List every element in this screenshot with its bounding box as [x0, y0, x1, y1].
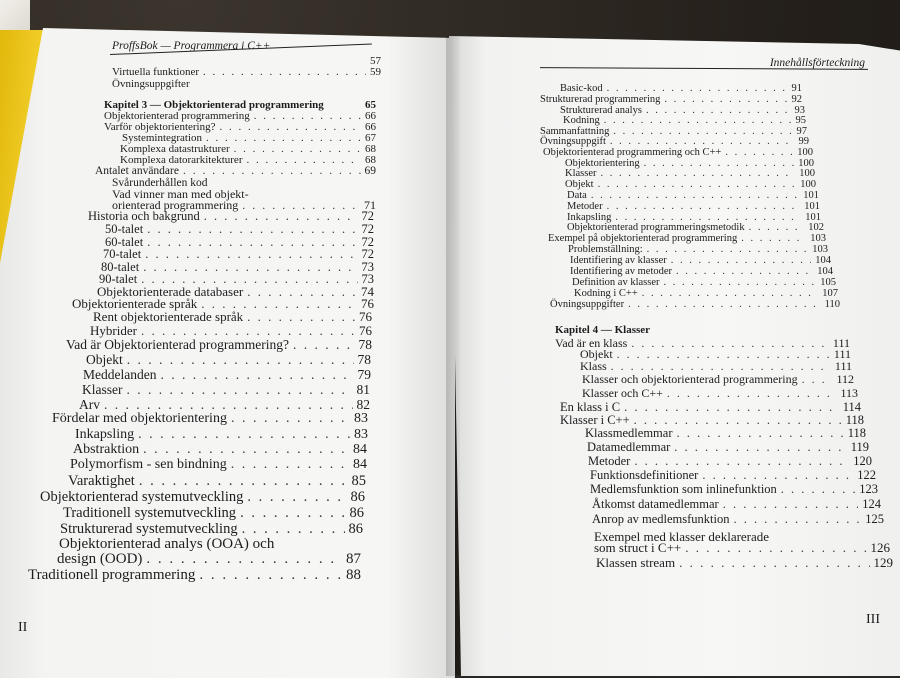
- toc-entry-title: 60-talet: [105, 234, 144, 249]
- toc-entry-title: Metoder: [567, 200, 603, 212]
- toc-entry-page: 59: [370, 66, 381, 78]
- toc-leader-dots: [127, 382, 353, 398]
- toc-entry-title: Klassen stream: [596, 555, 676, 570]
- toc-entry-title: Strukturerad systemutveckling: [60, 520, 238, 537]
- toc-leader-dots: [160, 367, 353, 383]
- toc-entry-title: Systemintegration: [122, 132, 203, 144]
- right-toc-entry: [570, 255, 831, 266]
- toc-entry-page: 72: [361, 221, 374, 236]
- toc-entry-page: 82: [356, 396, 370, 412]
- toc-entry-title: Svårunderhållen kod: [112, 176, 208, 189]
- toc-entry-title: Objektorienterad analys (OOA) och: [59, 536, 275, 552]
- right-toc-entry: [567, 201, 820, 212]
- toc-entry-title: Strukturerad analys: [560, 104, 642, 116]
- right-toc-entry: [582, 372, 854, 387]
- right-toc-entry: [563, 115, 806, 126]
- toc-leader-dots: [685, 540, 866, 556]
- left-toc-entry: [73, 442, 367, 458]
- toc-leader-dots: [607, 201, 801, 212]
- left-toc-entry: [57, 551, 361, 568]
- toc-leader-dots: [642, 288, 818, 299]
- toc-entry-title: En klass i C: [560, 399, 621, 414]
- toc-entry-title: Klasser i C++: [560, 412, 630, 427]
- toc-entry-page: 103: [810, 232, 826, 244]
- toc-entry-page: 97: [796, 125, 807, 137]
- right-toc-entry: [596, 555, 893, 571]
- toc-entry-page: 74: [361, 284, 374, 299]
- right-toc-entry: [560, 83, 802, 94]
- toc-entry-page: 113: [840, 386, 858, 400]
- toc-entry-page: 66: [365, 110, 376, 122]
- toc-leader-dots: [146, 551, 342, 568]
- toc-entry-title: Vad vinner man med objekt-: [112, 187, 249, 201]
- toc-leader-dots: [242, 521, 345, 538]
- toc-entry-title: orienterad programmering: [112, 198, 239, 212]
- right-toc-entry: [585, 426, 866, 441]
- toc-entry-page: 67: [365, 132, 376, 144]
- toc-entry-page: 72: [361, 234, 374, 249]
- toc-entry-page: 87: [346, 551, 361, 567]
- toc-entry-page: 81: [356, 381, 370, 397]
- left-toc-entry: [68, 473, 366, 490]
- toc-entry-title: Kodning: [563, 114, 600, 126]
- toc-leader-dots: [723, 497, 859, 512]
- left-toc-entry: [112, 78, 381, 90]
- toc-entry-page: 111: [833, 347, 851, 361]
- toc-entry-page: 57: [370, 55, 381, 67]
- right-toc-entry: [568, 244, 828, 255]
- toc-entry-title: Polymorfism - sen bindning: [70, 457, 227, 472]
- toc-entry-title: Vad är en klass: [555, 336, 628, 350]
- toc-entry-page: 68: [365, 154, 376, 166]
- toc-entry-page: 103: [812, 243, 828, 255]
- left-running-header: ProffsBok — Programmera i C++: [112, 40, 271, 52]
- left-page-number: II: [18, 620, 28, 635]
- left-toc-entry: [28, 567, 361, 584]
- left-toc-entry: [95, 165, 376, 177]
- toc-leader-dots: [127, 352, 354, 368]
- left-toc-entry: [66, 337, 372, 353]
- right-toc-entry: [574, 288, 838, 299]
- toc-entry-title: Meddelanden: [83, 366, 157, 382]
- toc-leader-dots: [725, 147, 793, 158]
- right-toc-entry: [565, 179, 816, 190]
- toc-leader-dots: [610, 136, 795, 147]
- toc-entry-page: 73: [361, 259, 374, 274]
- toc-entry-title: Objektorienterade databaser: [97, 284, 244, 299]
- toc-entry-page: 76: [361, 296, 374, 311]
- toc-entry-title: Abstraktion: [73, 442, 140, 457]
- toc-entry-title: som struct i C++: [594, 540, 682, 555]
- toc-entry-page: 110: [824, 298, 840, 310]
- left-toc-entry: [63, 505, 364, 522]
- toc-entry-title: Datamedlemmar: [587, 439, 671, 454]
- toc-entry-title: Traditionell programmering: [28, 567, 196, 583]
- toc-leader-dots: [143, 442, 349, 458]
- toc-leader-dots: [601, 168, 796, 179]
- toc-entry-title: Varför objektorientering?: [104, 121, 216, 133]
- toc-entry-title: Objektorienterade språk: [72, 296, 198, 311]
- toc-entry-title: Inkapsling: [75, 427, 135, 442]
- toc-entry-title: Rent objektorienterade språk: [93, 309, 244, 324]
- toc-entry-page: 99: [798, 135, 809, 147]
- toc-leader-dots: [231, 411, 350, 427]
- right-toc-entry: [592, 512, 884, 527]
- left-toc-entry: [70, 457, 367, 473]
- right-toc-entry: [570, 266, 833, 277]
- toc-entry-page: 76: [359, 323, 372, 338]
- toc-entry-title: Medlemsfunktion som inlinefunktion: [590, 481, 777, 496]
- toc-leader-dots: [607, 83, 788, 94]
- toc-entry-page: 95: [795, 114, 806, 126]
- right-toc-entry: [555, 324, 842, 336]
- toc-leader-dots: [802, 372, 833, 387]
- toc-entry-page: 100: [798, 157, 814, 169]
- right-toc-entry: [590, 482, 878, 497]
- toc-entry-page: 85: [351, 472, 366, 489]
- toc-entry-page: 124: [862, 496, 881, 511]
- toc-entry-page: 83: [354, 411, 368, 426]
- toc-entry-page: 91: [791, 82, 802, 94]
- toc-leader-dots: [138, 427, 350, 443]
- toc-entry-title: Övningsuppgifter: [112, 78, 190, 90]
- toc-entry-page: 118: [847, 425, 866, 440]
- toc-leader-dots: [674, 440, 846, 455]
- toc-entry-title: Komplexa datorarkitekturer: [120, 154, 243, 166]
- toc-entry-title: Funktionsdefinitioner: [590, 467, 699, 482]
- toc-entry-title: Exempel på objektorienterad programmering: [548, 232, 738, 244]
- toc-leader-dots: [664, 94, 787, 105]
- left-toc-entry: [52, 411, 368, 427]
- toc-entry-title: Definition av klasser: [572, 276, 660, 288]
- toc-leader-dots: [240, 505, 345, 522]
- toc-leader-dots: [628, 299, 821, 310]
- toc-leader-dots: [634, 454, 849, 469]
- left-toc-entry: [60, 521, 363, 538]
- toc-entry-page: 129: [873, 555, 893, 570]
- toc-entry-title: Klasser: [82, 381, 123, 397]
- right-toc-entry: [590, 468, 876, 483]
- toc-entry-page: 78: [357, 351, 371, 367]
- right-toc-entry: [587, 440, 869, 455]
- toc-leader-dots: [203, 66, 366, 78]
- toc-leader-dots: [647, 244, 809, 255]
- toc-entry-title: Objektorienterad programmering: [104, 110, 250, 122]
- toc-entry-title: Kodning i C++: [574, 287, 638, 299]
- toc-entry-page: 101: [804, 200, 820, 212]
- toc-entry-title: Anrop av medlemsfunktion: [592, 511, 730, 526]
- toc-entry-title: 90-talet: [99, 271, 138, 286]
- toc-entry-page: 71: [364, 198, 376, 212]
- left-toc-entry: [86, 352, 371, 368]
- toc-entry-page: 112: [836, 372, 854, 386]
- toc-entry-page: 122: [857, 467, 876, 482]
- toc-entry-title: Identifiering av klasser: [570, 254, 667, 266]
- toc-entry-page: 125: [865, 511, 884, 526]
- left-toc-entry: [112, 66, 381, 78]
- right-toc-entry: [588, 454, 872, 469]
- right-running-header: Innehållsförteckning: [769, 57, 865, 69]
- toc-entry-page: 86: [349, 504, 364, 521]
- left-toc-entry: [83, 367, 371, 383]
- toc-entry-page: 101: [803, 189, 819, 201]
- right-toc-entry: [565, 168, 815, 179]
- toc-leader-dots: [749, 222, 805, 233]
- toc-entry-page: 93: [794, 104, 805, 116]
- toc-entry-title: Objekt: [86, 351, 123, 367]
- toc-entry-title: Kapitel 4 — Klasser: [555, 324, 651, 336]
- left-toc-entry: [75, 427, 368, 443]
- toc-entry-title: Sammanfattning: [540, 125, 610, 137]
- toc-entry-title: Objektorienterad systemutveckling: [40, 488, 244, 505]
- toc-entry-title: Identifiering av metoder: [570, 265, 673, 277]
- toc-leader-dots: [702, 468, 853, 483]
- toc-entry-title: Objekt: [565, 178, 594, 190]
- toc-entry-page: 69: [364, 164, 376, 177]
- toc-entry-title: Klasser och C++: [582, 386, 663, 400]
- toc-entry-page: 119: [850, 439, 869, 454]
- toc-entry-title: Varaktighet: [68, 472, 135, 489]
- toc-leader-dots: [676, 426, 843, 441]
- toc-entry-title: Objektorientering: [565, 157, 640, 169]
- left-toc-entry: [40, 489, 365, 506]
- toc-entry-page: 100: [800, 178, 816, 190]
- toc-entry-title: Fördelar med objektorientering: [52, 411, 227, 426]
- left-toc-entry: [82, 382, 370, 398]
- toc-entry-page: 72: [361, 246, 374, 261]
- toc-entry-title: Problemställning:: [568, 243, 643, 255]
- toc-entry-title: 70-talet: [103, 246, 142, 261]
- right-toc-entry: [572, 277, 836, 288]
- toc-entry-title: Basic-kod: [560, 82, 603, 94]
- toc-entry-page: 65: [365, 99, 376, 111]
- right-toc-entry: [594, 540, 890, 556]
- toc-entry-page: 111: [834, 359, 852, 373]
- toc-entry-page: 126: [870, 540, 890, 555]
- right-toc-entry: [567, 222, 824, 233]
- toc-entry-title: Hybrider: [90, 323, 137, 338]
- toc-entry-title: 50-talet: [105, 221, 144, 236]
- toc-entry-title: Klasser: [565, 167, 597, 179]
- right-toc-entry: [540, 94, 802, 105]
- toc-entry-page: 84: [353, 457, 367, 472]
- toc-leader-dots: [741, 233, 806, 244]
- toc-entry-title: Metoder: [588, 453, 631, 468]
- toc-entry-page: 118: [845, 412, 864, 427]
- right-toc-entry: [567, 190, 819, 201]
- toc-entry-page: 111: [832, 336, 850, 350]
- toc-entry-title: Komplexa datastrukturer: [120, 143, 230, 155]
- toc-entry-title: Traditionell systemutveckling: [63, 504, 237, 521]
- toc-entry-title: Övningsuppgift: [540, 135, 606, 147]
- right-toc-entry: [543, 147, 813, 158]
- toc-entry-page: 101: [805, 211, 821, 223]
- toc-entry-page: 72: [361, 208, 374, 223]
- toc-entry-page: 86: [348, 520, 363, 537]
- toc-entry-page: 76: [359, 309, 372, 324]
- toc-entry-title: design (OOD): [57, 551, 143, 567]
- toc-entry-title: Klassmedlemmar: [585, 425, 673, 440]
- toc-leader-dots: [676, 266, 813, 277]
- toc-entry-page: 79: [357, 366, 371, 382]
- toc-entry-page: 86: [350, 488, 365, 505]
- toc-leader-dots: [247, 489, 346, 506]
- toc-entry-title: Arv: [79, 396, 100, 412]
- toc-entry-page: 100: [797, 146, 813, 158]
- toc-entry-title: Exempel med klasser deklarerade: [594, 529, 770, 544]
- toc-entry-page: 68: [365, 143, 376, 155]
- right-toc-entry: [550, 299, 840, 310]
- toc-leader-dots: [139, 473, 348, 490]
- toc-entry-page: 83: [354, 427, 368, 442]
- right-page-number: III: [866, 612, 880, 627]
- toc-entry-page: 104: [815, 254, 831, 266]
- toc-entry-title: Åtkomst datamedlemmar: [592, 496, 719, 511]
- toc-entry-page: 84: [353, 442, 367, 457]
- toc-entry-title: Objekt: [580, 347, 613, 361]
- right-toc-entry: [540, 136, 809, 147]
- toc-leader-dots: [663, 277, 816, 288]
- toc-leader-dots: [199, 567, 342, 584]
- toc-entry-title: Klasser och objektorienterad programmering: [582, 372, 798, 386]
- toc-leader-dots: [231, 457, 349, 473]
- toc-entry-page: 73: [361, 271, 374, 286]
- right-toc-entry: [548, 233, 826, 244]
- toc-entry-title: Vad är Objektorienterad programmering?: [66, 336, 290, 352]
- toc-entry-page: 107: [822, 287, 838, 299]
- toc-leader-dots: [781, 482, 855, 497]
- right-toc-entry: [592, 497, 881, 512]
- toc-entry-title: Övningsuppgifter: [550, 298, 625, 310]
- toc-entry-page: 66: [365, 121, 376, 133]
- toc-entry-title: Virtuella funktioner: [112, 66, 200, 78]
- toc-entry-page: 105: [820, 276, 836, 288]
- toc-leader-dots: [604, 115, 792, 126]
- toc-entry-title: Antalet användare: [95, 164, 179, 177]
- toc-entry-page: 123: [859, 481, 878, 496]
- toc-leader-dots: [679, 555, 869, 571]
- toc-entry-title: Historia och bakgrund: [88, 208, 200, 223]
- toc-entry-title: Objektorienterad programmering och C++: [543, 146, 722, 158]
- toc-entry-title: Kapitel 3 — Objektorienterad programmering: [104, 99, 324, 111]
- toc-entry-page: 78: [358, 336, 372, 352]
- toc-leader-dots: [293, 337, 354, 353]
- toc-entry-title: Klass: [580, 359, 607, 373]
- toc-entry-page: 114: [842, 399, 861, 414]
- toc-leader-dots: [671, 255, 811, 266]
- toc-entry-title: Inkapsling: [567, 211, 612, 223]
- toc-entry-page: 104: [817, 265, 833, 277]
- toc-entry-title: Objektorienterad programmeringsmetodik: [567, 221, 745, 233]
- toc-leader-dots: [733, 512, 861, 527]
- toc-leader-dots: [591, 190, 799, 201]
- toc-leader-dots: [183, 165, 361, 177]
- toc-entry-page: 120: [853, 453, 872, 468]
- toc-entry-title: 80-talet: [101, 259, 140, 274]
- toc-entry-page: 100: [799, 167, 815, 179]
- toc-entry-page: 102: [808, 221, 824, 233]
- toc-entry-page: 92: [791, 93, 802, 105]
- toc-entry-title: Strukturerad programmering: [540, 93, 661, 105]
- toc-entry-page: 88: [346, 567, 361, 583]
- book-gutter: [446, 36, 460, 676]
- toc-entry-title: Data: [567, 189, 587, 201]
- toc-leader-dots: [598, 179, 797, 190]
